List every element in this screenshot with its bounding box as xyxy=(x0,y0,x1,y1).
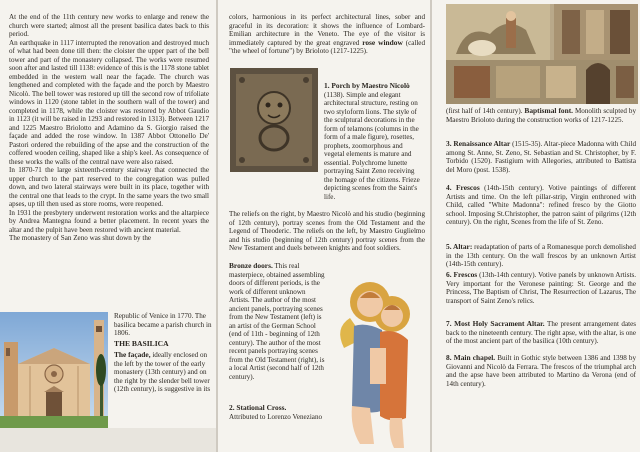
item-8 xyxy=(446,354,636,388)
item-4-body: (14th-15th century). Votive paintings of different Artists and time. On the left pillar-strip, Virgin enthroned with Child, called "White Madonna": refined fresco by the Giotto school. Imposing St.Christopher, the patron saint of pilgrims (12th century). On the right, Scenes from the life of St. Zeno. xyxy=(446,184,637,226)
history-para-2: An earthquake in 1117 interrupted the renovation and destroyed much of what had been done till then: the cloister the upper part of the bell tower and part of the monastery collapsed. The works were resumed soon after and lasted till 1138: evidence of this is the 1178 stone tablet embedded in the western wall near the façade. The church was lengthened and completed with the façade and the porch by Maestro Nicolò. The bell tower was restored up till the second row of trifoliate windows in 1120 (stone tablet in the southern wall of the tower) and completed in 1178, while the cloister was restored by Abbot Gaudio in 1123 (it will be raised in 1293 and restored in 1313). Between 1217 and 1225 Maestro Briolotto and Adamino da S. Giorgio raised the façade and added the rose window. In 1387 Abbot Ottonello De' Pastori ordered the rebuilding of the apse and the construction of the coffered wooden ceiling, shaped like a ship's keel. As consequence of these works the walls of the central nave were also raised. xyxy=(9,38,209,166)
item-4-heading: 4. Frescos xyxy=(446,183,480,192)
history-text xyxy=(9,13,209,243)
rose-window-label: rose window xyxy=(362,37,403,47)
fresco-photo xyxy=(446,4,638,104)
font-prefix: (first half of 14th century). xyxy=(446,107,523,115)
porch-heading: 1. Porch by Maestro Nicolò xyxy=(324,81,410,90)
reliefs-text xyxy=(229,210,425,253)
stational-cross-text xyxy=(229,404,327,421)
item-8-heading: 8. Main chapel. xyxy=(446,353,496,362)
history-para-5a: The monastery of San Zeno was shut down by the xyxy=(9,234,152,242)
bronze-knocker-illustration xyxy=(230,68,318,172)
porch-body: (1138). Simple and elegant architectural structure, resting on two styloform lions. The style of the sculptural decorations in the form of telamons (columns in the form of a male figure), rosettes, prophets, zoomorphous and vegetal elements is mature and essential. Polychrome lunette portraying Saint Zeno receiving the homage of the citizens. Frieze depicting scenes from the Saint's life. xyxy=(324,90,420,201)
basilica-photo xyxy=(0,312,108,428)
baptismal-font-heading: Baptismal font. xyxy=(524,106,574,115)
facade-label: The façade, xyxy=(114,350,151,359)
baptismal-font-body: Monolith sculpted by Maestro Brioloto during the construction works of 1217-1225. xyxy=(446,107,636,124)
facade-text xyxy=(114,351,212,394)
panel-1-footer-strip xyxy=(0,428,216,452)
stational-cross-heading: 2. Stational Cross. xyxy=(229,403,287,412)
fresco-illustration xyxy=(446,4,638,104)
panel-porch xyxy=(218,0,430,452)
angels-illustration xyxy=(330,268,428,452)
item-5-heading: 5. Altar: xyxy=(446,242,473,251)
reliefs-body: The reliefs on the right, by Maestro Nicolò and his studio (beginning of 12th century), portray scenes from the Old Testament and the Legend of Theoderic. The reliefs on the left, by Maestro Guglielmo and his studio (beginning of 12th century) portray scenes from the New Testament and duels between knights and foot soldiers. xyxy=(229,210,425,252)
item-6-heading: 6. Frescos xyxy=(446,270,478,279)
closure-para: Republic of Venice in 1770. The basilica became a parish church in 1806. xyxy=(114,312,212,337)
stational-cross-body: Attributed to Lorenzo Veneziano xyxy=(229,412,323,421)
item-7-heading: 7. Most Holy Sacrament Altar. xyxy=(446,319,545,328)
history-para-3: In 1870-71 the large sixteenth-century stairway that connected the upper church to the part reserved to the congregation was pulled down, and two lateral stairways were built in its place, together with the central one that leads to the crypt. In the same years the two small apses, up till then used as store rooms, were reopened. xyxy=(9,166,209,208)
facade-body: ideally enclosed on the left by the tower of the early monastery (13th century) and on the right by the slender bell tower (12th century), is suggestive in its xyxy=(114,351,211,393)
bronze-doors-body: This real masterpiece, obtained assembling doors of different periods, is the work of different unknown Artists. The author of the most ancient panels, portraying scenes from the New Testament (left) is an artist of the German School (end of 11th - beginning of 12th century). The author of the most recent panels portraying scenes from the Old Testament (right), is a local Artist (second half of 12th century). xyxy=(229,262,325,381)
bronze-doors-heading: Bronze doors. xyxy=(229,261,273,270)
basilica-illustration xyxy=(0,312,108,428)
item-6-body: (13th-14th century). Votive panels by unknown Artists. Very important for the Veronese painting: St. George and the Princess, The Baptism of Christ, The Resurrection of Lazarus, The transport of Saint Zeno's relics. xyxy=(446,271,636,305)
baptismal-font-text xyxy=(446,107,636,124)
item-5-body: readaptation of parts of a Romanesque porch demolished in the 13th century. On the wall frescos by an unknown Artist (14th-15th century). xyxy=(446,243,636,268)
item-8-body: Built in Gothic style between 1386 and 1398 by Giovanni and Nicolò da Ferrara. The frescos of the triumphal arch and the apse have been attributed to Martino da Verona (end of 14th century). xyxy=(446,354,636,388)
porch-text xyxy=(324,82,424,201)
panel-interior xyxy=(432,0,640,452)
item-3-heading: 3. Renaissance Altar xyxy=(446,139,511,148)
bronze-knocker-photo xyxy=(230,68,318,172)
bronze-doors-text xyxy=(229,262,327,381)
col2-para-1: colors, harmonious in its perfect architectural lines, sober and graceful in its decoration: it shows the influence of Lombard-Emilian architecture in the Veneto. The eye of the visitor is immediately captured by the great engraved xyxy=(229,13,425,47)
angels-painting xyxy=(330,268,428,452)
basilica-heading: THE BASILICA xyxy=(114,339,169,348)
rose-window-text xyxy=(229,13,425,56)
item-4 xyxy=(446,184,636,227)
col2-para-1-end: (called "the wheel of fortune") by Brioloto (1217-1225). xyxy=(229,38,425,55)
item-3 xyxy=(446,140,636,174)
closure-text xyxy=(114,312,212,338)
item-5 xyxy=(446,243,636,269)
item-7 xyxy=(446,320,636,346)
item-3-body: (1515-35). Altar-piece Madonna with Child among St. Anne, St. Zeno, St. Sebastian and St. Christopher, by F. Torbido (1520). Fastigium with Allegories, attributed to Battista del Moro (post. 1538). xyxy=(446,140,636,174)
history-para-4: In 1931 the presbytery underwent restoration works and the altarpiece by Andrea Mantegna found a better placement. In recent years the altar and the pulpit have been restored with ancient material. xyxy=(9,208,209,234)
panel-history xyxy=(0,0,216,452)
item-6 xyxy=(446,271,636,305)
item-7-body: The present arrangement dates back to the nineteenth century. The right apse, with the altar, is one of the most ancient part of the basilica (10th century). xyxy=(446,320,637,345)
history-para-1: At the end of the 11th century new works to enlarge and renew the church were started; almost all the present basilica dates back to this period. xyxy=(9,13,209,38)
